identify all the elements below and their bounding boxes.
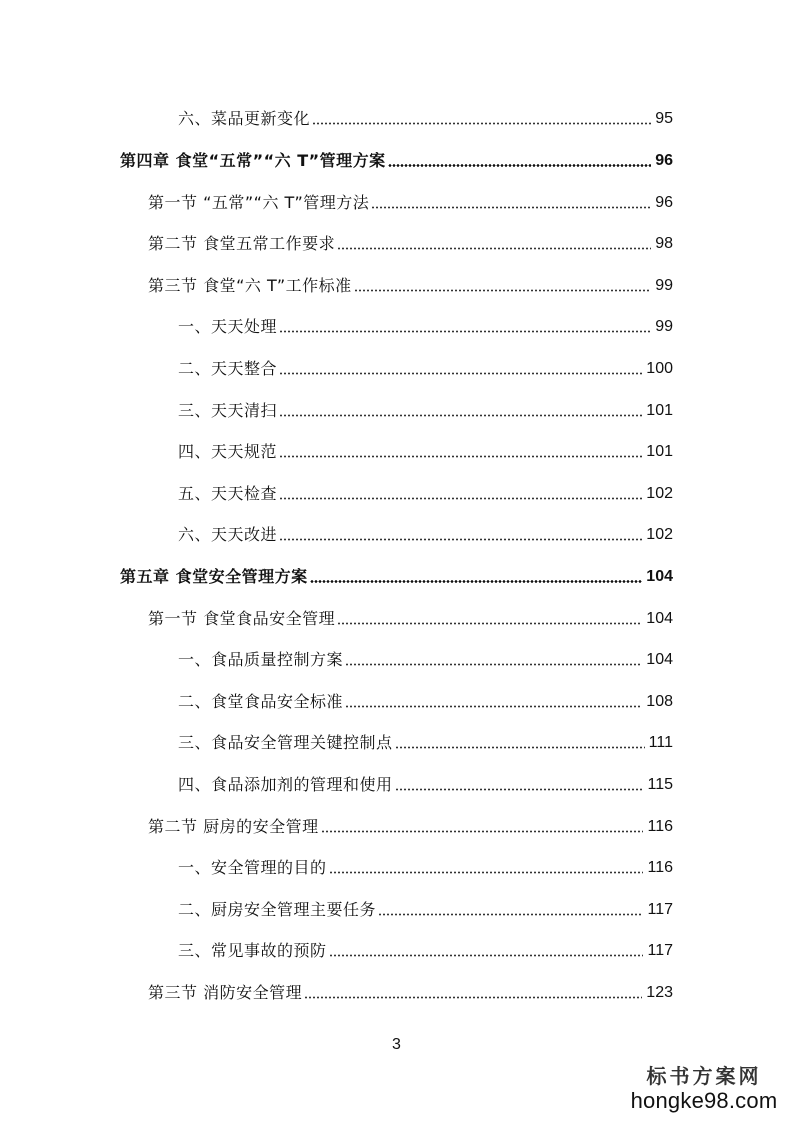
toc-entry-title: 三、食品安全管理关键控制点	[178, 733, 393, 752]
toc-entry[interactable]	[178, 313, 673, 337]
toc-entry-title: 第三节 食堂“六 T”工作标准	[148, 276, 352, 295]
toc-section-entry[interactable]	[148, 272, 673, 296]
toc-entry-page: 116	[647, 818, 673, 835]
toc-entry-title: 六、天天改进	[178, 525, 278, 544]
toc-entry-title: 二、食堂食品安全标准	[178, 692, 344, 711]
toc-entry-title: 四、食品添加剂的管理和使用	[178, 775, 393, 794]
toc-entry-page: 100	[646, 360, 673, 377]
toc-entry-title: 一、安全管理的目的	[178, 858, 327, 877]
toc-entry-title: 第四章 食堂“五常”“六 T”管理方案	[120, 151, 386, 170]
toc-entry[interactable]	[178, 896, 673, 920]
toc-entry-page: 111	[648, 734, 673, 751]
toc-entry[interactable]	[178, 521, 673, 545]
toc-entry-page: 104	[646, 568, 673, 585]
toc-entry-title: 第二节 食堂五常工作要求	[148, 234, 336, 253]
toc-leader-dots	[354, 289, 652, 292]
toc-leader-dots	[304, 996, 642, 999]
toc-leader-dots	[395, 788, 644, 791]
toc-entry[interactable]	[178, 480, 673, 504]
toc-section-entry[interactable]	[148, 605, 673, 629]
toc-entry-page: 98	[655, 235, 673, 252]
toc-entry-title: 第一节 食堂食品安全管理	[148, 609, 336, 628]
toc-leader-dots	[279, 372, 642, 375]
toc-entry-page: 123	[646, 984, 673, 1001]
toc-entry[interactable]	[178, 397, 673, 421]
toc-leader-dots	[371, 206, 651, 209]
toc-entry-title: 二、厨房安全管理主要任务	[178, 900, 377, 919]
toc-leader-dots	[337, 622, 642, 625]
toc-leader-dots	[279, 497, 642, 500]
toc-entry-page: 96	[655, 194, 673, 211]
toc-entry-page: 101	[646, 443, 673, 460]
toc-leader-dots	[329, 871, 644, 874]
toc-entry-page: 117	[647, 942, 673, 959]
toc-leader-dots	[345, 705, 642, 708]
toc-entry-title: 五、天天检查	[178, 484, 278, 503]
toc-entry-page: 99	[655, 318, 673, 335]
toc-entry-page: 115	[647, 776, 673, 793]
toc-entry-title: 一、食品质量控制方案	[178, 650, 344, 669]
watermark-title: 标书方案网	[646, 1064, 762, 1088]
toc-entry-page: 104	[646, 610, 673, 627]
toc-entry-title: 第二节 厨房的安全管理	[148, 817, 319, 836]
toc-section-entry[interactable]	[148, 230, 673, 254]
toc-entry[interactable]	[178, 688, 673, 712]
toc-section-entry[interactable]	[148, 813, 673, 837]
toc-leader-dots	[395, 746, 645, 749]
toc-leader-dots	[312, 122, 651, 125]
toc-entry[interactable]	[178, 355, 673, 379]
toc-leader-dots	[337, 247, 651, 250]
toc-leader-dots	[329, 954, 644, 957]
toc-entry[interactable]	[178, 854, 673, 878]
page-number: 3	[392, 1036, 401, 1053]
watermark-url: hongke98.com	[630, 1088, 778, 1113]
toc-chapter-entry[interactable]	[120, 563, 673, 587]
toc-entry-title: 一、天天处理	[178, 317, 278, 336]
toc-entry-title: 四、天天规范	[178, 442, 278, 461]
toc-leader-dots	[279, 538, 642, 541]
toc-entry-page: 108	[646, 693, 673, 710]
site-watermark	[629, 1064, 779, 1114]
toc-leader-dots	[279, 414, 642, 417]
toc-entry-page: 99	[655, 277, 673, 294]
toc-leader-dots	[345, 663, 642, 666]
toc-entry-page: 102	[646, 526, 673, 543]
toc-entry-title: 二、天天整合	[178, 359, 278, 378]
toc-entry-title: 三、常见事故的预防	[178, 941, 327, 960]
toc-entry-page: 104	[646, 651, 673, 668]
toc-entry-title: 第五章 食堂安全管理方案	[120, 567, 308, 586]
toc-entry[interactable]	[178, 771, 673, 795]
toc-entry-page: 95	[655, 110, 673, 127]
toc-leader-dots	[310, 580, 643, 583]
toc-entry-title: 第三节 消防安全管理	[148, 983, 303, 1002]
toc-entry-page: 116	[647, 859, 673, 876]
toc-leader-dots	[279, 455, 642, 458]
toc-section-entry[interactable]	[148, 189, 673, 213]
toc-entry-title: 三、天天清扫	[178, 401, 278, 420]
toc-entry-page: 101	[646, 402, 673, 419]
toc-entry-page: 117	[647, 901, 673, 918]
toc-entry-page: 96	[655, 152, 673, 169]
toc-entry[interactable]	[178, 438, 673, 462]
toc-section-entry[interactable]	[148, 979, 673, 1003]
toc-entry-title: 六、菜品更新变化	[178, 109, 311, 128]
toc-entry[interactable]	[178, 729, 673, 753]
toc-leader-dots	[378, 913, 643, 916]
toc-entry-page: 102	[646, 485, 673, 502]
toc-chapter-entry[interactable]	[120, 147, 673, 171]
toc-entry-title: 第一节 “五常”“六 T”管理方法	[148, 193, 370, 212]
toc-entry[interactable]	[178, 646, 673, 670]
toc-leader-dots	[388, 164, 652, 167]
toc-leader-dots	[279, 330, 651, 333]
toc-entry[interactable]	[178, 105, 673, 129]
toc-entry[interactable]	[178, 937, 673, 961]
toc-leader-dots	[321, 830, 644, 833]
